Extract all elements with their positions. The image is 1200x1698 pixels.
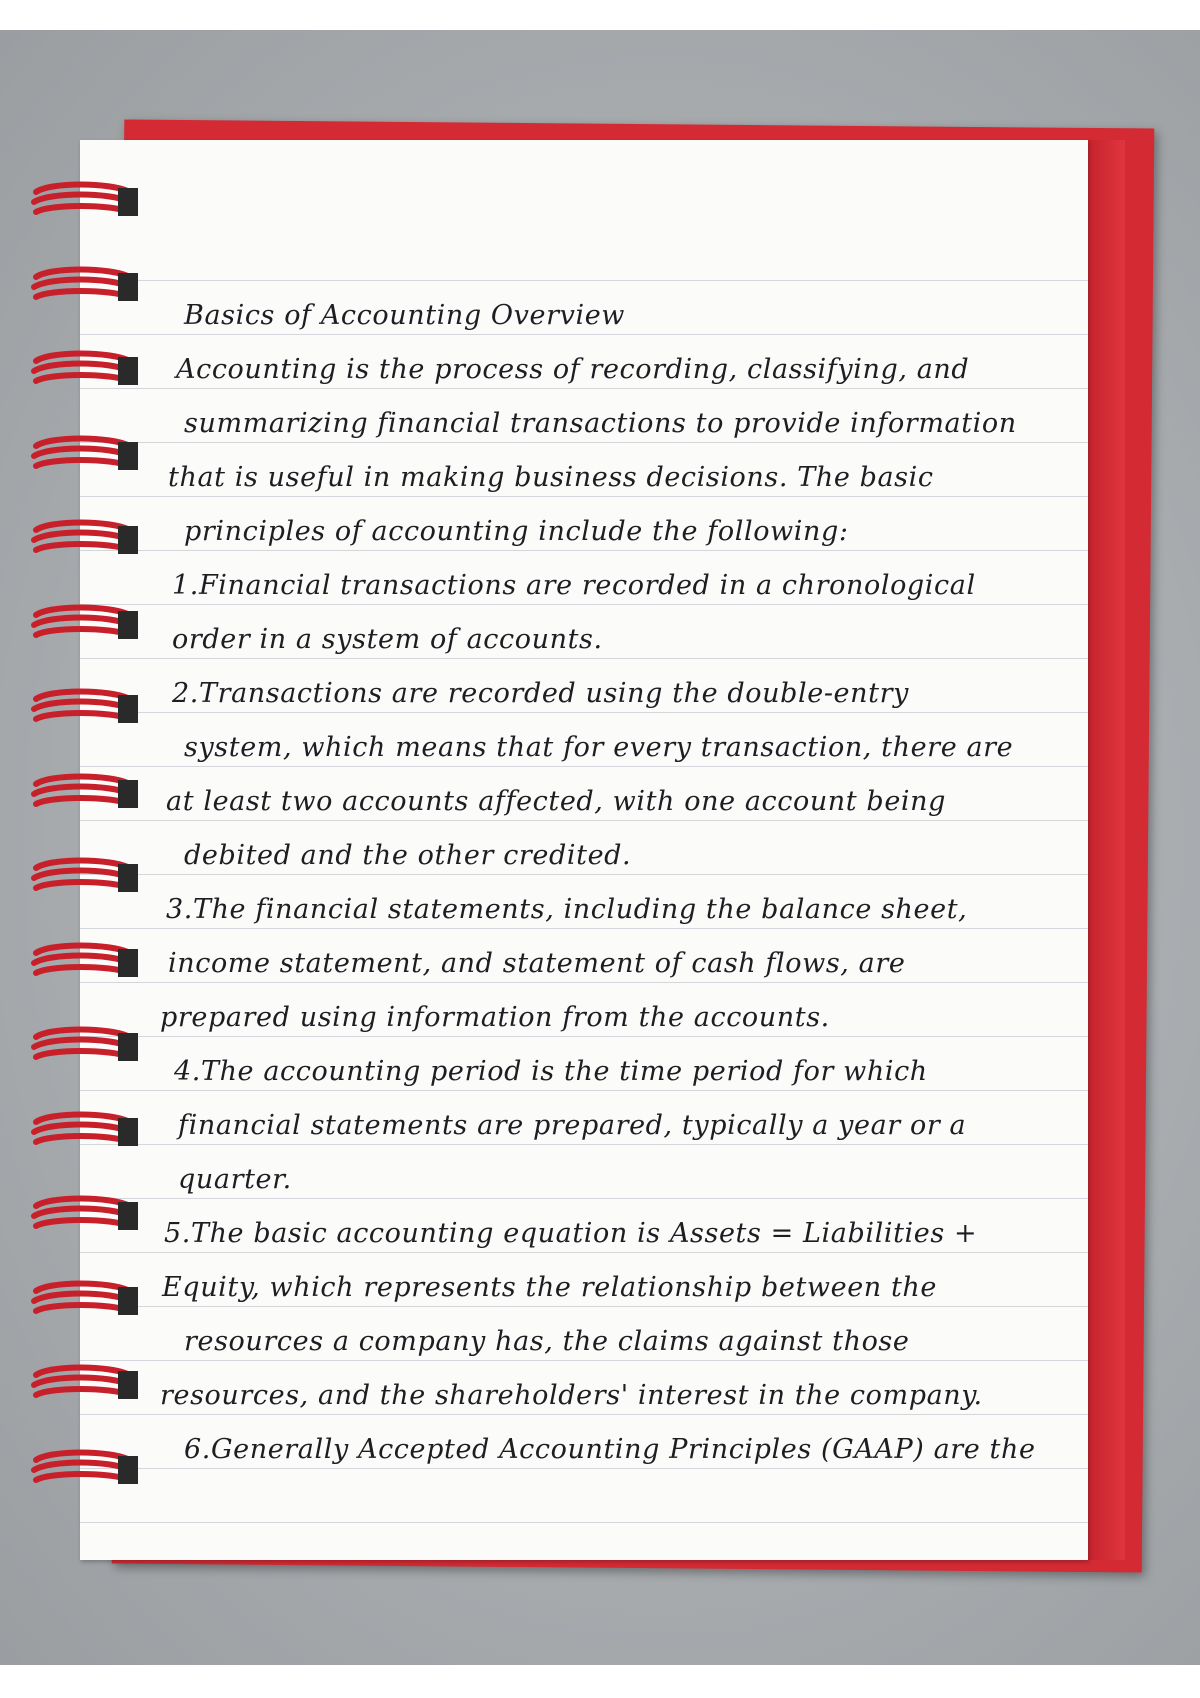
spiral-ring-icon	[30, 1279, 145, 1325]
handwritten-line: debited and the other credited.	[184, 840, 632, 871]
ruled-line	[80, 1090, 1088, 1091]
spiral-ring-icon	[30, 265, 145, 311]
ruled-line	[80, 1414, 1088, 1415]
ruled-line	[80, 442, 1088, 443]
ruled-line	[80, 982, 1088, 983]
handwritten-line: summarizing financial transactions to provide information	[184, 408, 1017, 439]
handwritten-line: system, which means that for every transaction, there are	[184, 732, 1014, 763]
spiral-ring-icon	[30, 349, 145, 395]
handwritten-line: 3.The financial statements, including the balance sheet,	[166, 894, 968, 925]
spiral-ring-icon	[30, 772, 145, 818]
handwritten-line: income statement, and statement of cash flows, are	[168, 948, 906, 979]
handwritten-line: 6.Generally Accepted Accounting Principles (GAAP) are the	[184, 1434, 1036, 1465]
ruled-line	[80, 712, 1088, 713]
ruled-line	[80, 1198, 1088, 1199]
ruled-line	[80, 280, 1088, 281]
ruled-line	[80, 1036, 1088, 1037]
ruled-line	[80, 928, 1088, 929]
handwritten-line: 2.Transactions are recorded using the double-entry	[172, 678, 909, 709]
handwritten-line: prepared using information from the accounts.	[160, 1002, 830, 1033]
spiral-ring-icon	[30, 941, 145, 987]
ruled-line	[80, 658, 1088, 659]
ruled-line	[80, 874, 1088, 875]
ruled-line	[80, 1252, 1088, 1253]
spiral-ring-icon	[30, 518, 145, 564]
handwritten-line: Accounting is the process of recording, classifying, and	[176, 354, 970, 385]
handwritten-line: 4.The accounting period is the time period for which	[174, 1056, 928, 1087]
spiral-ring-icon	[30, 856, 145, 902]
ruled-line	[80, 496, 1088, 497]
spiral-ring-icon	[30, 1025, 145, 1071]
ruled-line	[80, 334, 1088, 335]
handwritten-line: financial statements are prepared, typically a year or a	[178, 1110, 967, 1141]
spiral-ring-icon	[30, 180, 145, 226]
spiral-ring-icon	[30, 1110, 145, 1156]
spiral-binding	[30, 180, 145, 1540]
spiral-ring-icon	[30, 603, 145, 649]
ruled-line	[80, 1360, 1088, 1361]
handwritten-line: Equity, which represents the relationship between the	[162, 1272, 937, 1303]
handwritten-line: resources a company has, the claims against those	[184, 1326, 910, 1357]
spiral-ring-icon	[30, 687, 145, 733]
handwritten-line: quarter.	[178, 1164, 292, 1195]
spiral-ring-icon	[30, 1194, 145, 1240]
ruled-line	[80, 388, 1088, 389]
notebook-cover-edge	[1085, 140, 1125, 1560]
handwritten-line: 5.The basic accounting equation is Assets = Liabilities +	[164, 1218, 978, 1249]
spiral-ring-icon	[30, 434, 145, 480]
ruled-line	[80, 1468, 1088, 1469]
spiral-ring-icon	[30, 1363, 145, 1409]
handwritten-line: that is useful in making business decisions. The basic	[168, 462, 934, 493]
notebook-page	[80, 140, 1088, 1560]
handwritten-line: resources, and the shareholders' interest in the company.	[160, 1380, 983, 1411]
ruled-line	[80, 1522, 1088, 1523]
handwritten-line: principles of accounting include the following:	[184, 516, 849, 547]
handwritten-line: at least two accounts affected, with one account being	[166, 786, 947, 817]
ruled-line	[80, 550, 1088, 551]
handwritten-line: order in a system of accounts.	[172, 624, 603, 655]
page-title: Basics of Accounting Overview	[184, 300, 625, 331]
handwritten-line: 1.Financial transactions are recorded in a chronological	[172, 570, 976, 601]
ruled-line	[80, 766, 1088, 767]
spiral-ring-icon	[30, 1448, 145, 1494]
ruled-line	[80, 1306, 1088, 1307]
ruled-line	[80, 820, 1088, 821]
ruled-line	[80, 604, 1088, 605]
ruled-line	[80, 1144, 1088, 1145]
